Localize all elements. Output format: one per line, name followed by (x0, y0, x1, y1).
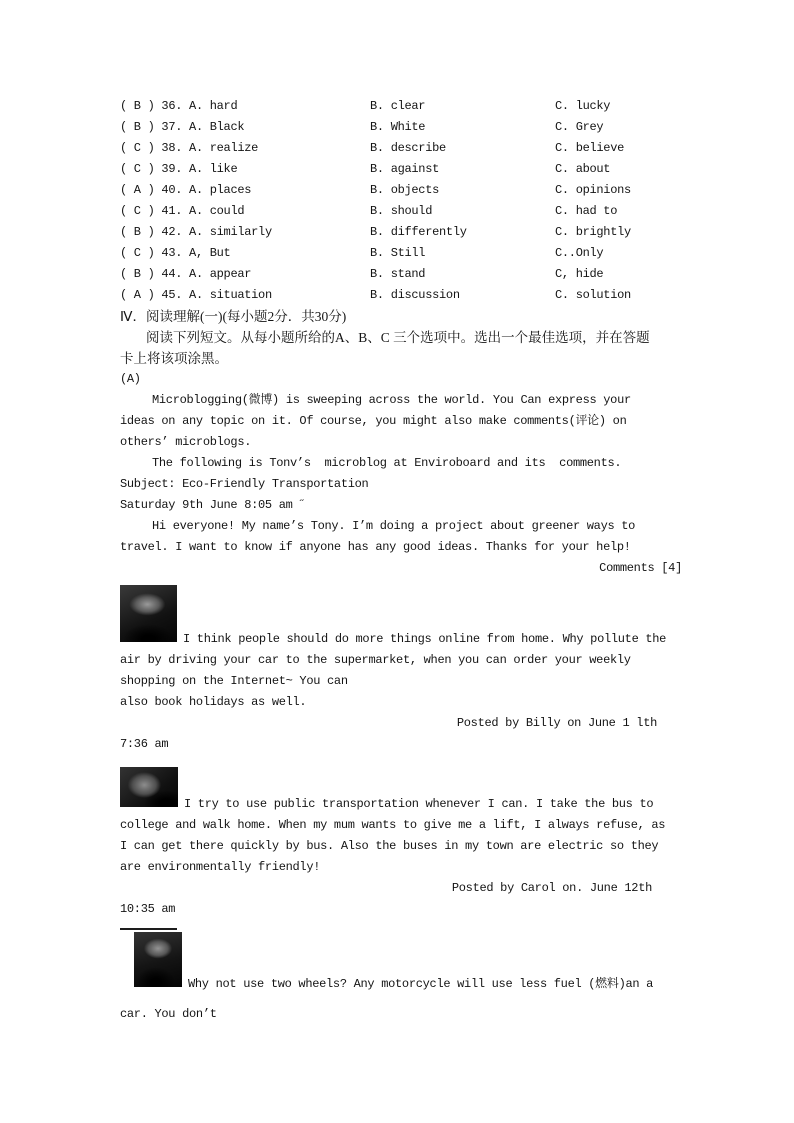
mc-row-44 (120, 264, 682, 285)
posted-by-line: Posted by Carol on. June 12th (451, 881, 652, 895)
multiple-choice-answers (120, 96, 682, 306)
option-a: A. similarly (189, 225, 272, 239)
divider-line (120, 928, 177, 930)
mc-left (120, 201, 370, 222)
option-c: C. opinions (555, 183, 631, 197)
comment-text-line: college and walk home. When my mum wants to give me a lift, I always refuse, as (120, 818, 666, 832)
option-c: C..Only (555, 246, 604, 260)
option-a: A. like (189, 162, 238, 176)
mc-left (120, 159, 370, 180)
option-a: A. Black (189, 120, 245, 134)
question-number: 43. (161, 246, 183, 260)
mc-row-42 (120, 222, 682, 243)
mc-row-36 (120, 96, 682, 117)
answer-mark: ( B ) (120, 267, 155, 281)
mc-left (120, 243, 370, 264)
mc-row-43 (120, 243, 682, 264)
question-number: 39. (161, 162, 183, 176)
question-number: 38. (161, 141, 183, 155)
option-a: A. situation (189, 288, 272, 302)
comment-text-line: I can get there quickly by bus. Also the buses in my town are electric so they (120, 839, 659, 853)
microblog-post-line: travel. I want to know if anyone has any good ideas. Thanks for your help! (120, 540, 631, 554)
comment-first-line (120, 932, 682, 995)
mc-left (120, 96, 370, 117)
passage-paragraph-line: ideas on any topic on it. Of course, you might also make comments(评论) on (120, 414, 627, 428)
mc-row-40 (120, 180, 682, 201)
mc-left (120, 285, 370, 306)
option-c: C. lucky (555, 99, 611, 113)
option-b: B. stand (370, 267, 426, 281)
comment-billy (120, 585, 682, 755)
passage-paragraph-line: others’ microblogs. (120, 435, 252, 449)
option-a: A. could (189, 204, 245, 218)
option-b: B. clear (370, 99, 426, 113)
commenter-photo (120, 585, 177, 642)
section-instruction-line-1: 阅读下列短文。从每小题所给的A、B、C 三个选项中。选出一个最佳选项，并在答题 (146, 330, 650, 345)
section-reading-comprehension (120, 306, 682, 390)
mc-row-39 (120, 159, 682, 180)
option-b: B. describe (370, 141, 446, 155)
comment-text-line: car. You don’t (120, 1007, 217, 1021)
comment-text-line: air by driving your car to the supermarket, when you can order your weekly (120, 653, 631, 667)
comment-text-line: shopping on the Internet~ You can (120, 674, 348, 688)
passage-paragraph-line: Microblogging(微博) is sweeping across the world. You Can express your (152, 393, 631, 407)
mc-left (120, 180, 370, 201)
question-number: 37. (161, 120, 183, 134)
question-number: 44. (161, 267, 183, 281)
comment-carol (120, 767, 682, 920)
option-a: A. appear (189, 267, 252, 281)
comment-first-line (120, 767, 682, 815)
comment-text-line: I try to use public transportation whenever I can. I take the bus to (184, 797, 654, 811)
comment-text-line: Why not use two wheels? Any motorcycle will use less fuel (燃料)an a (188, 977, 654, 991)
comment-text-line: also book holidays as well. (120, 695, 307, 709)
mc-left (120, 117, 370, 138)
question-number: 42. (161, 225, 183, 239)
question-number: 36. (161, 99, 183, 113)
passage-a (120, 390, 682, 579)
mc-row-38 (120, 138, 682, 159)
mc-row-37 (120, 117, 682, 138)
section-instruction-line-2: 卡上将该项涂黑。 (120, 351, 228, 366)
answer-mark: ( A ) (120, 183, 155, 197)
answer-mark: ( B ) (120, 120, 155, 134)
option-b: B. differently (370, 225, 467, 239)
mc-row-45 (120, 285, 682, 306)
passage-paragraph-line: The following is Tonv’s microblog at Enviroboard and its comments. (152, 456, 622, 470)
comment-text-line: are environmentally friendly! (120, 860, 321, 874)
mc-left (120, 222, 370, 243)
option-c: C. solution (555, 288, 631, 302)
answer-mark: ( B ) (120, 99, 155, 113)
option-b: B. discussion (370, 288, 460, 302)
option-a: A, But (189, 246, 231, 260)
post-time: 10:35 am (120, 902, 176, 916)
microblog-datetime: Saturday 9th June 8:05 am ˝ (120, 498, 307, 512)
option-b: B. objects (370, 183, 440, 197)
comment-first-line (120, 585, 682, 650)
option-b: B. White (370, 120, 426, 134)
mc-left (120, 264, 370, 285)
comment-text-line: I think people should do more things online from home. Why pollute the (183, 632, 667, 646)
option-c: C, hide (555, 267, 604, 281)
option-c: C. about (555, 162, 611, 176)
option-c: C. believe (555, 141, 625, 155)
passage-part-label: (A) (120, 372, 141, 386)
answer-mark: ( A ) (120, 288, 155, 302)
comment-third (120, 928, 682, 1025)
option-a: A. places (189, 183, 252, 197)
option-a: A. realize (189, 141, 259, 155)
answer-mark: ( C ) (120, 141, 155, 155)
mc-left (120, 138, 370, 159)
option-c: C. Grey (555, 120, 604, 134)
answer-mark: ( C ) (120, 162, 155, 176)
option-b: B. should (370, 204, 433, 218)
option-b: B. against (370, 162, 440, 176)
answer-mark: ( B ) (120, 225, 155, 239)
commenter-photo (134, 932, 182, 987)
answer-mark: ( C ) (120, 246, 155, 260)
option-c: C. had to (555, 204, 618, 218)
section-heading: Ⅳ．阅读理解(一)(每小题2分．共30分) (120, 309, 347, 324)
microblog-subject: Subject: Eco-Friendly Transportation (120, 477, 369, 491)
mc-row-41 (120, 201, 682, 222)
option-b: B. Still (370, 246, 426, 260)
question-number: 40. (161, 183, 183, 197)
question-number: 41. (161, 204, 183, 218)
answer-mark: ( C ) (120, 204, 155, 218)
commenter-photo (120, 767, 178, 807)
microblog-post-line: Hi everyone! My name’s Tony. I’m doing a project about greener ways to (152, 519, 636, 533)
option-c: C. brightly (555, 225, 631, 239)
posted-by-line: Posted by Billy on June 1 lth (456, 716, 657, 730)
post-time: 7:36 am (120, 737, 169, 751)
comments-count: Comments [4] (599, 561, 682, 575)
question-number: 45. (161, 288, 183, 302)
option-a: A. hard (189, 99, 238, 113)
